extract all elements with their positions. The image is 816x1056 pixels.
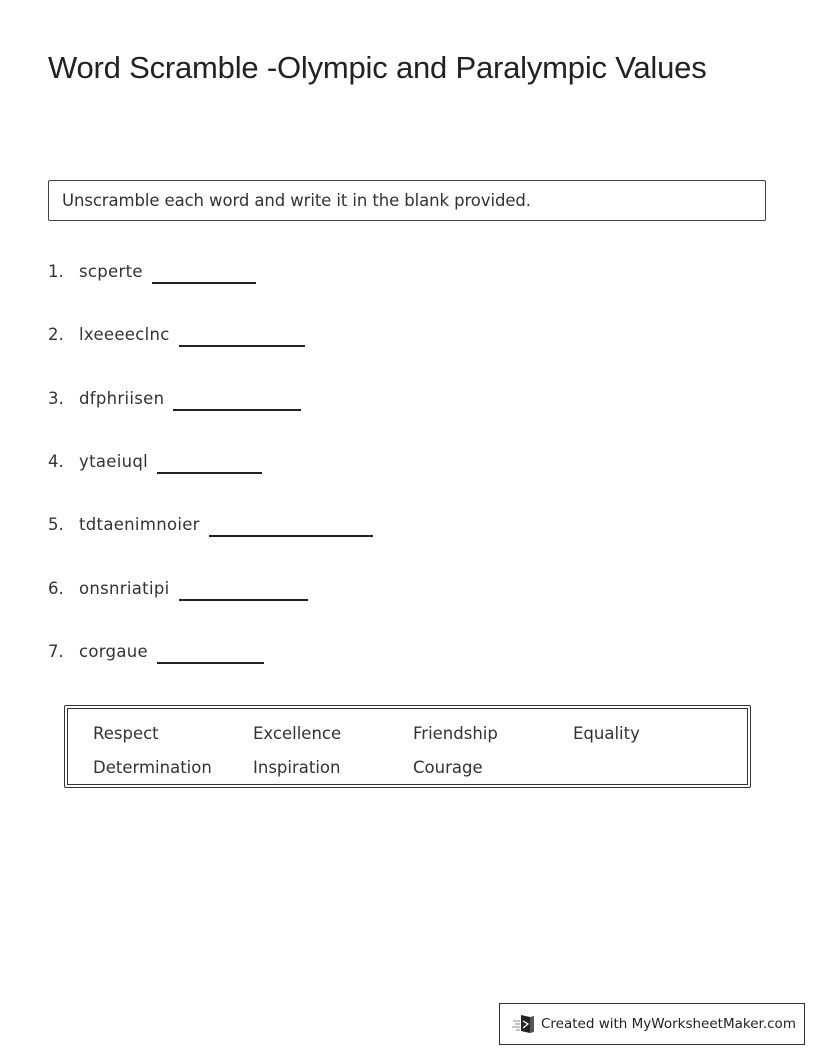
instructions-text: Unscramble each word and write it in the blank provided.	[62, 191, 531, 210]
question-item	[48, 389, 301, 419]
scrambled-word: lxeeeeclnc	[79, 325, 170, 344]
question-number: 7.	[48, 642, 64, 661]
word-bank-item: Respect	[93, 724, 159, 743]
answer-blank[interactable]	[157, 452, 262, 474]
question-number: 3.	[48, 389, 64, 408]
word-bank-item: Determination	[93, 758, 212, 777]
word-bank	[64, 705, 751, 788]
question-item	[48, 325, 305, 355]
answer-blank[interactable]	[152, 262, 256, 284]
word-bank-grid	[93, 717, 747, 785]
word-bank-item: Friendship	[413, 724, 498, 743]
question-number: 5.	[48, 515, 64, 534]
answer-blank[interactable]	[209, 515, 373, 537]
answer-blank[interactable]	[173, 389, 301, 411]
answer-blank[interactable]	[179, 579, 308, 601]
footer-text: Created with MyWorksheetMaker.com	[541, 1016, 796, 1032]
word-bank-item: Courage	[413, 758, 483, 777]
question-item	[48, 515, 373, 545]
answer-blank[interactable]	[157, 642, 264, 664]
scrambled-word: tdtaenimnoier	[79, 515, 200, 534]
word-bank-item: Inspiration	[253, 758, 341, 777]
scrambled-word: corgaue	[79, 642, 148, 661]
worksheet-maker-logo-icon	[512, 1013, 536, 1035]
scrambled-word: dfphriisen	[79, 389, 165, 408]
scrambled-word: ytaeiuql	[79, 452, 148, 471]
word-bank-item: Excellence	[253, 724, 342, 743]
created-with-badge[interactable]	[499, 1003, 805, 1045]
worksheet-title: Word Scramble -Olympic and Paralympic Values	[48, 50, 707, 85]
question-number: 1.	[48, 262, 64, 281]
question-number: 6.	[48, 579, 64, 598]
question-number: 4.	[48, 452, 64, 471]
question-number: 2.	[48, 325, 64, 344]
scrambled-word: scperte	[79, 262, 143, 281]
answer-blank[interactable]	[179, 325, 305, 347]
instructions-box	[48, 180, 766, 221]
scrambled-word: onsnriatipi	[79, 579, 170, 598]
question-item	[48, 452, 262, 482]
question-item	[48, 579, 308, 609]
word-bank-item: Equality	[573, 724, 640, 743]
question-item	[48, 262, 256, 292]
question-item	[48, 642, 264, 672]
